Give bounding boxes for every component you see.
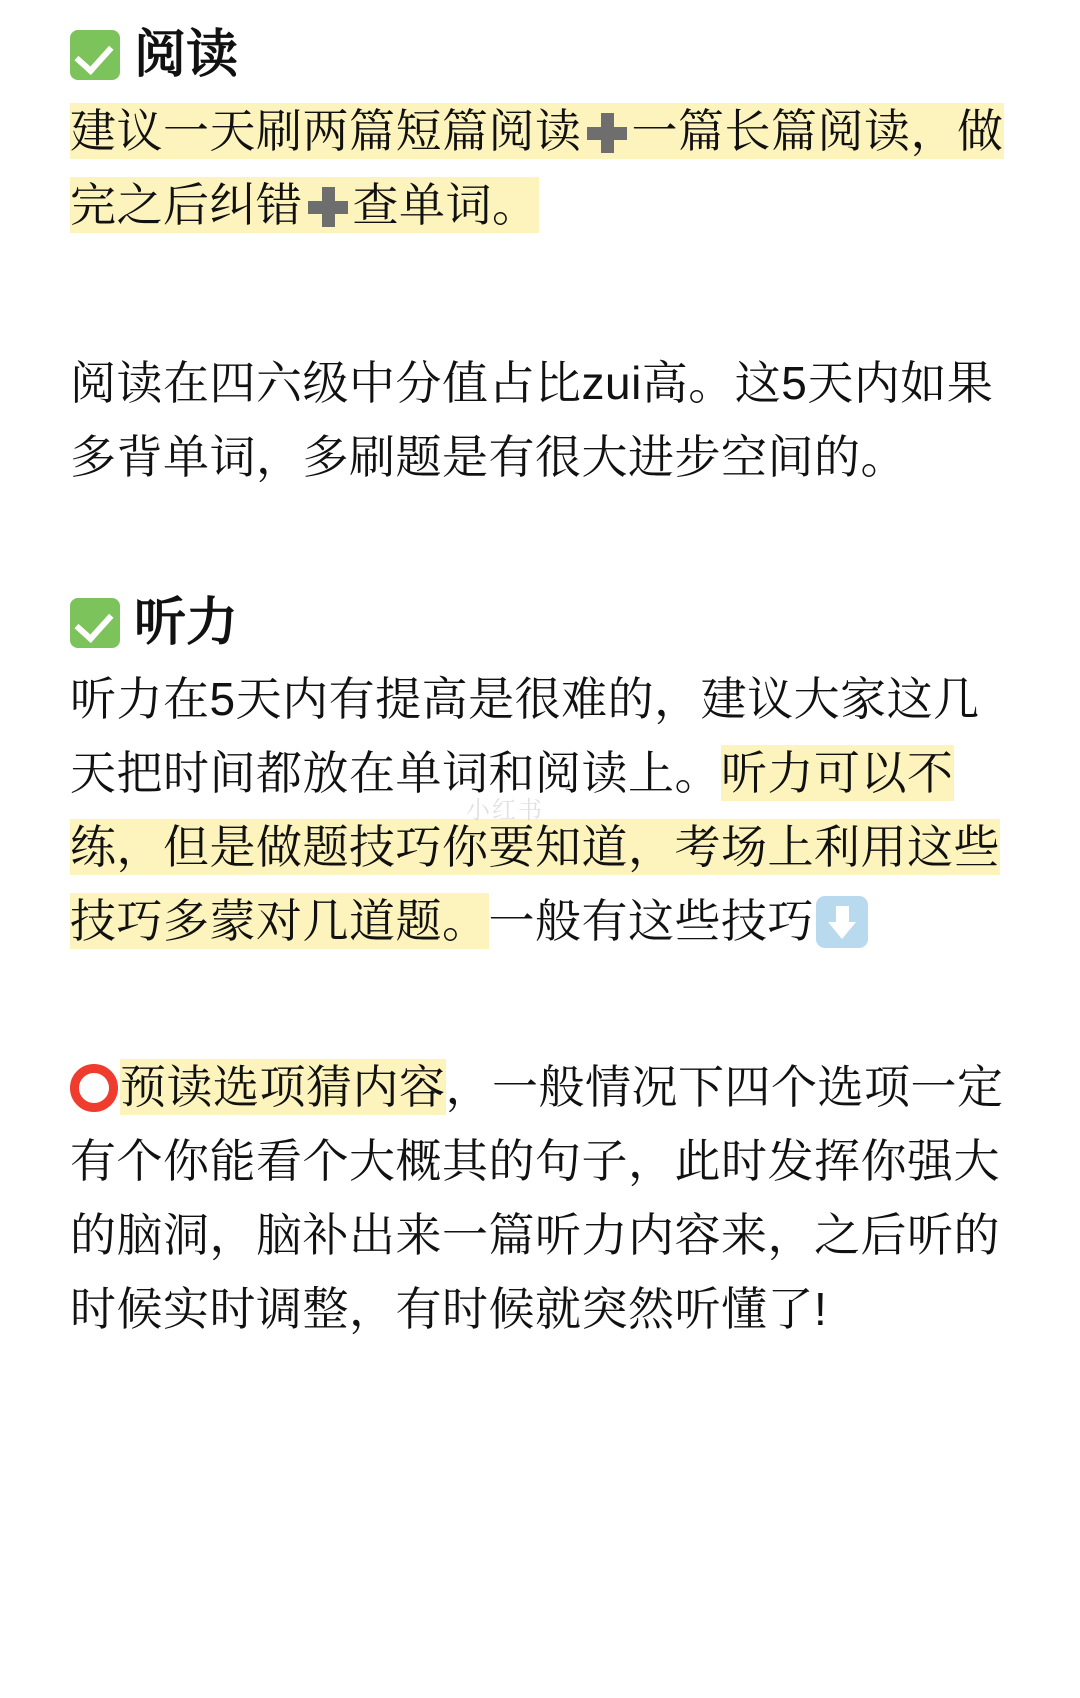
tip-text: ，一般情况下四个选项一定有个你能看个大概其的句子，此时发挥你强大的脑洞，脑补出来一篇听力内容来，之后听的时候实时调整，有时候就突然听懂了! (70, 1061, 1004, 1335)
spacer-2 (70, 494, 1010, 586)
tip-body (70, 1050, 1010, 1346)
check-mark-button-icon-2 (70, 598, 120, 648)
highlight-plus-wrap (582, 103, 632, 159)
highlight-text-2: 一篇长篇阅读，做完之后纠错 (70, 105, 1004, 231)
hollow-red-circle-icon (70, 1064, 118, 1112)
highlight-text-1: 建议一天刷两篇短篇阅读 (70, 105, 582, 157)
section-listening-title: 听力 (134, 594, 239, 652)
listening-text-highlight: 听力可以不练，但是做题技巧你要知道，考场上利用这些技巧多蒙对几道题。 (70, 747, 1000, 947)
check-mark-button-icon (70, 30, 120, 80)
section-reading-heading (70, 18, 1010, 92)
section-reading-highlighted-advice (70, 94, 1010, 242)
section-listening-body (70, 662, 1010, 958)
section-reading-title: 阅读 (134, 26, 239, 84)
spacer (70, 242, 1010, 346)
section-reading-body: 阅读在四六级中分值占比zui高。这5天内如果多背单词，多刷题是有很大进步空间的。 (70, 357, 994, 483)
heavy-plus-sign-icon (585, 111, 629, 155)
heavy-plus-sign-icon-2 (306, 185, 350, 229)
watermark: 小红书 (466, 797, 544, 824)
section-reading (70, 18, 1010, 494)
listening-text-plain-1: 听力在5天内有提高是很难的，建议大家这几天把时间都放在单词和阅读上。 (70, 673, 980, 799)
spacer-3 (70, 958, 1010, 1050)
section-listening (70, 586, 1010, 958)
down-arrow-icon (816, 896, 868, 948)
tip-highlight: 预读选项猜内容 (120, 1061, 446, 1113)
highlight-text-3: 查单词。 (352, 179, 539, 231)
highlight-plus-wrap-2 (303, 177, 353, 233)
section-listening-heading (70, 586, 1010, 660)
listening-text-plain-2: 一般有这些技巧 (488, 895, 814, 947)
section-tip-preview-options (70, 1050, 1010, 1346)
